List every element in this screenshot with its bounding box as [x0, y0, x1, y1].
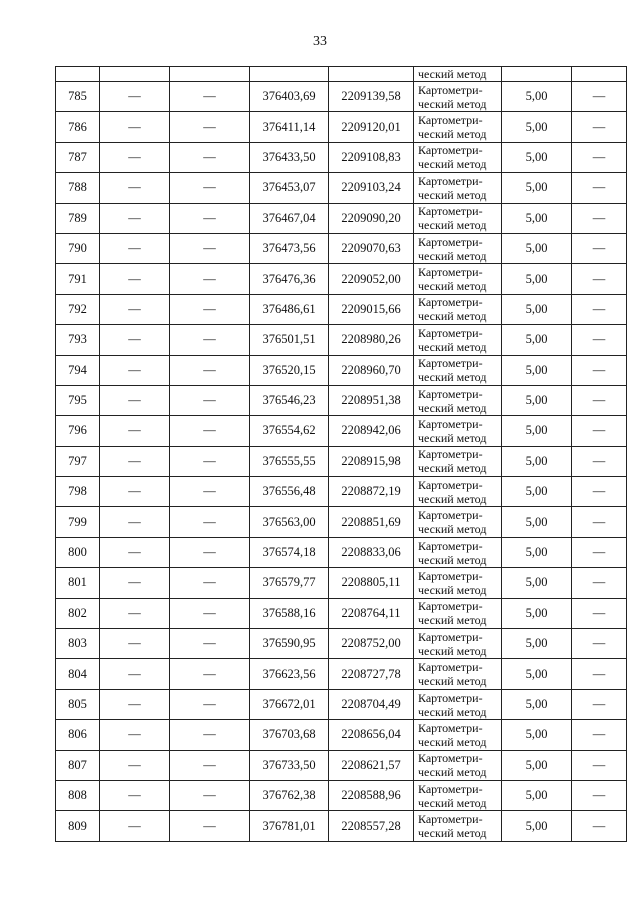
y-coordinate-cell: 2208656,04 [329, 720, 414, 750]
method-line-2: ческий метод [418, 491, 487, 506]
y-coordinate-cell: 2208805,11 [329, 568, 414, 598]
method-line-2: ческий метод [418, 400, 487, 415]
accuracy-cell: 5,00 [502, 294, 572, 324]
y-coordinate-cell: 2209070,63 [329, 233, 414, 263]
point-number-cell: 795 [56, 385, 100, 415]
dash-cell: — [170, 507, 250, 537]
x-coordinate-cell: 376501,51 [250, 325, 329, 355]
method-line-1: Картометри- [418, 568, 483, 583]
dash-cell: — [572, 142, 627, 172]
dash-cell: — [170, 173, 250, 203]
x-coordinate-cell: 376703,68 [250, 720, 329, 750]
x-coordinate-cell: 376473,56 [250, 233, 329, 263]
dash-cell: — [100, 294, 170, 324]
dash-cell: — [170, 568, 250, 598]
dash-cell: — [572, 750, 627, 780]
dash-cell: — [170, 294, 250, 324]
table-row [56, 537, 627, 567]
dash-cell: — [572, 355, 627, 385]
x-coordinate-cell: 376762,38 [250, 780, 329, 810]
dash-cell: — [170, 203, 250, 233]
method-line-1: Картометри- [418, 416, 483, 431]
table-row [56, 355, 627, 385]
method-line-1: Картометри- [418, 660, 483, 675]
table-row [56, 294, 627, 324]
dash-cell: — [572, 233, 627, 263]
method-line-2: ческий метод [418, 187, 487, 202]
x-coordinate-cell: 376411,14 [250, 112, 329, 142]
method-cell [414, 811, 502, 841]
y-coordinate-cell: 2208960,70 [329, 355, 414, 385]
dash-cell: — [170, 385, 250, 415]
point-number-cell: 798 [56, 477, 100, 507]
table-row [56, 720, 627, 750]
cell-empty [329, 67, 414, 82]
x-coordinate-cell: 376590,95 [250, 629, 329, 659]
accuracy-cell: 5,00 [502, 598, 572, 628]
method-line-1: Картометри- [418, 173, 483, 188]
y-coordinate-cell: 2208704,49 [329, 689, 414, 719]
x-coordinate-cell: 376588,16 [250, 598, 329, 628]
method-cell [414, 173, 502, 203]
point-number-cell: 791 [56, 264, 100, 294]
method-cell [414, 385, 502, 415]
method-cell [414, 568, 502, 598]
dash-cell: — [572, 112, 627, 142]
method-line-2: ческий метод [418, 248, 487, 263]
dash-cell: — [572, 568, 627, 598]
table-row [56, 446, 627, 476]
point-number-cell: 786 [56, 112, 100, 142]
dash-cell: — [100, 203, 170, 233]
x-coordinate-cell: 376433,50 [250, 142, 329, 172]
method-cell [414, 416, 502, 446]
method-line-2: ческий метод [418, 96, 487, 111]
accuracy-cell: 5,00 [502, 264, 572, 294]
dash-cell: — [100, 689, 170, 719]
page-number: 33 [313, 34, 327, 49]
dash-cell: — [572, 294, 627, 324]
method-line-2: ческий метод [418, 552, 487, 567]
method-line-1: Картометри- [418, 812, 483, 827]
accuracy-cell: 5,00 [502, 142, 572, 172]
x-coordinate-cell: 376554,62 [250, 416, 329, 446]
dash-cell: — [100, 446, 170, 476]
dash-cell: — [100, 173, 170, 203]
accuracy-cell: 5,00 [502, 507, 572, 537]
x-coordinate-cell: 376672,01 [250, 689, 329, 719]
dash-cell: — [170, 659, 250, 689]
method-line-2: ческий метод [418, 674, 487, 689]
x-coordinate-cell: 376476,36 [250, 264, 329, 294]
method-cell [414, 477, 502, 507]
method-line-2: ческий метод [418, 765, 487, 780]
method-cell [414, 720, 502, 750]
y-coordinate-cell: 2208752,00 [329, 629, 414, 659]
dash-cell: — [100, 355, 170, 385]
cell-empty [250, 67, 329, 82]
method-line-1: Картометри- [418, 82, 483, 97]
accuracy-cell: 5,00 [502, 355, 572, 385]
dash-cell: — [572, 416, 627, 446]
point-number-cell: 794 [56, 355, 100, 385]
method-line-2: ческий метод [418, 370, 487, 385]
point-number-cell: 788 [56, 173, 100, 203]
method-cell [414, 233, 502, 263]
method-cell [414, 294, 502, 324]
method-cell [414, 67, 502, 82]
x-coordinate-cell: 376486,61 [250, 294, 329, 324]
accuracy-cell: 5,00 [502, 82, 572, 112]
point-number-cell: 804 [56, 659, 100, 689]
cell-empty [170, 67, 250, 82]
accuracy-cell: 5,00 [502, 780, 572, 810]
accuracy-cell: 5,00 [502, 233, 572, 263]
method-line-2: ческий метод [418, 613, 487, 628]
dash-cell: — [572, 780, 627, 810]
table-row [56, 325, 627, 355]
x-coordinate-cell: 376403,69 [250, 82, 329, 112]
method-line-1: Картометри- [418, 538, 483, 553]
y-coordinate-cell: 2208915,98 [329, 446, 414, 476]
method-cell [414, 142, 502, 172]
point-number-cell: 803 [56, 629, 100, 659]
method-line-2: ческий метод [418, 643, 487, 658]
accuracy-cell: 5,00 [502, 173, 572, 203]
x-coordinate-cell: 376556,48 [250, 477, 329, 507]
point-number-cell: 800 [56, 537, 100, 567]
method-line-1: Картометри- [418, 599, 483, 614]
y-coordinate-cell: 2208951,38 [329, 385, 414, 415]
point-number-cell: 793 [56, 325, 100, 355]
y-coordinate-cell: 2208588,96 [329, 780, 414, 810]
point-number-cell: 806 [56, 720, 100, 750]
method-line-2: ческий метод [418, 430, 487, 445]
method-cell [414, 112, 502, 142]
method-cell [414, 264, 502, 294]
y-coordinate-cell: 2208727,78 [329, 659, 414, 689]
x-coordinate-cell: 376467,04 [250, 203, 329, 233]
method-line-2: ческий метод [418, 67, 487, 81]
table-row [56, 568, 627, 598]
accuracy-cell: 5,00 [502, 629, 572, 659]
table-row [56, 233, 627, 263]
method-line-2: ческий метод [418, 157, 487, 172]
dash-cell: — [100, 385, 170, 415]
dash-cell: — [100, 82, 170, 112]
method-cell [414, 598, 502, 628]
point-number-cell: 790 [56, 233, 100, 263]
dash-cell: — [170, 446, 250, 476]
accuracy-cell: 5,00 [502, 446, 572, 476]
point-number-cell: 799 [56, 507, 100, 537]
dash-cell: — [572, 264, 627, 294]
y-coordinate-cell: 2209052,00 [329, 264, 414, 294]
accuracy-cell: 5,00 [502, 112, 572, 142]
dash-cell: — [170, 142, 250, 172]
method-cell [414, 203, 502, 233]
table-row [56, 173, 627, 203]
method-line-1: Картометри- [418, 295, 483, 310]
dash-cell: — [170, 477, 250, 507]
method-line-1: Картометри- [418, 781, 483, 796]
dash-cell: — [170, 629, 250, 659]
y-coordinate-cell: 2209103,24 [329, 173, 414, 203]
table-row [56, 203, 627, 233]
method-line-2: ческий метод [418, 461, 487, 476]
dash-cell: — [100, 264, 170, 294]
coordinates-table [55, 66, 627, 842]
method-line-1: Картометри- [418, 690, 483, 705]
y-coordinate-cell: 2208942,06 [329, 416, 414, 446]
dash-cell: — [100, 477, 170, 507]
method-cell [414, 629, 502, 659]
dash-cell: — [572, 507, 627, 537]
method-line-1: Картометри- [418, 629, 483, 644]
y-coordinate-cell: 2208833,06 [329, 537, 414, 567]
accuracy-cell: 5,00 [502, 385, 572, 415]
method-line-2: ческий метод [418, 218, 487, 233]
method-line-2: ческий метод [418, 127, 487, 142]
y-coordinate-cell: 2209090,20 [329, 203, 414, 233]
dash-cell: — [100, 720, 170, 750]
x-coordinate-cell: 376574,18 [250, 537, 329, 567]
point-number-cell: 807 [56, 750, 100, 780]
table-row [56, 811, 627, 841]
accuracy-cell: 5,00 [502, 416, 572, 446]
dash-cell: — [170, 264, 250, 294]
method-line-2: ческий метод [418, 795, 487, 810]
dash-cell: — [100, 750, 170, 780]
dash-cell: — [572, 82, 627, 112]
accuracy-cell: 5,00 [502, 203, 572, 233]
method-line-1: Картометри- [418, 386, 483, 401]
dash-cell: — [572, 629, 627, 659]
point-number-cell: 801 [56, 568, 100, 598]
dash-cell: — [572, 720, 627, 750]
dash-cell: — [100, 659, 170, 689]
method-line-1: Картометри- [418, 751, 483, 766]
method-line-2: ческий метод [418, 734, 487, 749]
dash-cell: — [170, 355, 250, 385]
y-coordinate-cell: 2208851,69 [329, 507, 414, 537]
dash-cell: — [572, 811, 627, 841]
point-number-cell: 796 [56, 416, 100, 446]
point-number-cell: 809 [56, 811, 100, 841]
dash-cell: — [572, 446, 627, 476]
x-coordinate-cell: 376520,15 [250, 355, 329, 385]
method-line-1: Картометри- [418, 143, 483, 158]
accuracy-cell: 5,00 [502, 720, 572, 750]
dash-cell: — [572, 173, 627, 203]
dash-cell: — [170, 598, 250, 628]
table-row [56, 82, 627, 112]
point-number-cell: 797 [56, 446, 100, 476]
y-coordinate-cell: 2208980,26 [329, 325, 414, 355]
accuracy-cell: 5,00 [502, 811, 572, 841]
dash-cell: — [170, 537, 250, 567]
table-row [56, 750, 627, 780]
method-line-2: ческий метод [418, 309, 487, 324]
x-coordinate-cell: 376733,50 [250, 750, 329, 780]
x-coordinate-cell: 376453,07 [250, 173, 329, 203]
dash-cell: — [100, 629, 170, 659]
method-line-1: Картометри- [418, 325, 483, 340]
dash-cell: — [100, 780, 170, 810]
method-cell [414, 659, 502, 689]
method-line-1: Картометри- [418, 265, 483, 280]
cell-empty [56, 67, 100, 82]
method-line-1: Картометри- [418, 234, 483, 249]
table-row [56, 477, 627, 507]
method-cell [414, 355, 502, 385]
cell-empty [100, 67, 170, 82]
dash-cell: — [170, 416, 250, 446]
y-coordinate-cell: 2209139,58 [329, 82, 414, 112]
method-line-1: Картометри- [418, 447, 483, 462]
dash-cell: — [572, 659, 627, 689]
dash-cell: — [170, 233, 250, 263]
accuracy-cell: 5,00 [502, 568, 572, 598]
dash-cell: — [100, 537, 170, 567]
dash-cell: — [572, 537, 627, 567]
method-line-1: Картометри- [418, 720, 483, 735]
dash-cell: — [170, 720, 250, 750]
table-row [56, 780, 627, 810]
table-row [56, 416, 627, 446]
point-number-cell: 805 [56, 689, 100, 719]
dash-cell: — [572, 203, 627, 233]
dash-cell: — [170, 325, 250, 355]
accuracy-cell: 5,00 [502, 325, 572, 355]
y-coordinate-cell: 2208764,11 [329, 598, 414, 628]
dash-cell: — [170, 112, 250, 142]
dash-cell: — [100, 325, 170, 355]
accuracy-cell: 5,00 [502, 477, 572, 507]
method-cell [414, 507, 502, 537]
table-row [56, 264, 627, 294]
dash-cell: — [170, 780, 250, 810]
point-number-cell: 787 [56, 142, 100, 172]
dash-cell: — [100, 112, 170, 142]
continuation-row [56, 67, 627, 82]
method-line-2: ческий метод [418, 339, 487, 354]
y-coordinate-cell: 2209120,01 [329, 112, 414, 142]
table-row [56, 629, 627, 659]
dash-cell: — [170, 811, 250, 841]
dash-cell: — [100, 568, 170, 598]
method-line-1: Картометри- [418, 508, 483, 523]
dash-cell: — [572, 689, 627, 719]
y-coordinate-cell: 2208872,19 [329, 477, 414, 507]
dash-cell: — [572, 385, 627, 415]
accuracy-cell: 5,00 [502, 689, 572, 719]
dash-cell: — [100, 142, 170, 172]
method-cell [414, 446, 502, 476]
method-line-1: Картометри- [418, 477, 483, 492]
point-number-cell: 785 [56, 82, 100, 112]
method-line-2: ческий метод [418, 704, 487, 719]
table-row [56, 689, 627, 719]
dash-cell: — [100, 507, 170, 537]
x-coordinate-cell: 376579,77 [250, 568, 329, 598]
method-line-2: ческий метод [418, 279, 487, 294]
dash-cell: — [100, 416, 170, 446]
table-row [56, 507, 627, 537]
point-number-cell: 808 [56, 780, 100, 810]
method-cell [414, 780, 502, 810]
cell-empty [572, 67, 627, 82]
y-coordinate-cell: 2208621,57 [329, 750, 414, 780]
x-coordinate-cell: 376623,56 [250, 659, 329, 689]
x-coordinate-cell: 376781,01 [250, 811, 329, 841]
y-coordinate-cell: 2209108,83 [329, 142, 414, 172]
method-cell [414, 82, 502, 112]
dash-cell: — [170, 82, 250, 112]
method-line-2: ческий метод [418, 522, 487, 537]
y-coordinate-cell: 2209015,66 [329, 294, 414, 324]
point-number-cell: 792 [56, 294, 100, 324]
y-coordinate-cell: 2208557,28 [329, 811, 414, 841]
point-number-cell: 789 [56, 203, 100, 233]
method-line-1: Картометри- [418, 113, 483, 128]
method-cell [414, 325, 502, 355]
x-coordinate-cell: 376563,00 [250, 507, 329, 537]
dash-cell: — [100, 811, 170, 841]
method-line-1: Картометри- [418, 356, 483, 371]
x-coordinate-cell: 376546,23 [250, 385, 329, 415]
accuracy-cell: 5,00 [502, 537, 572, 567]
dash-cell: — [572, 598, 627, 628]
point-number-cell: 802 [56, 598, 100, 628]
dash-cell: — [170, 689, 250, 719]
method-line-2: ческий метод [418, 582, 487, 597]
method-line-2: ческий метод [418, 826, 487, 841]
table-row [56, 659, 627, 689]
accuracy-cell: 5,00 [502, 659, 572, 689]
method-line-1: Картометри- [418, 204, 483, 219]
x-coordinate-cell: 376555,55 [250, 446, 329, 476]
dash-cell: — [572, 325, 627, 355]
table-row [56, 142, 627, 172]
dash-cell: — [170, 750, 250, 780]
cell-empty [502, 67, 572, 82]
method-cell [414, 750, 502, 780]
method-cell [414, 689, 502, 719]
accuracy-cell: 5,00 [502, 750, 572, 780]
dash-cell: — [572, 477, 627, 507]
table-row [56, 385, 627, 415]
table-row [56, 112, 627, 142]
table-row [56, 598, 627, 628]
method-cell [414, 537, 502, 567]
dash-cell: — [100, 598, 170, 628]
dash-cell: — [100, 233, 170, 263]
